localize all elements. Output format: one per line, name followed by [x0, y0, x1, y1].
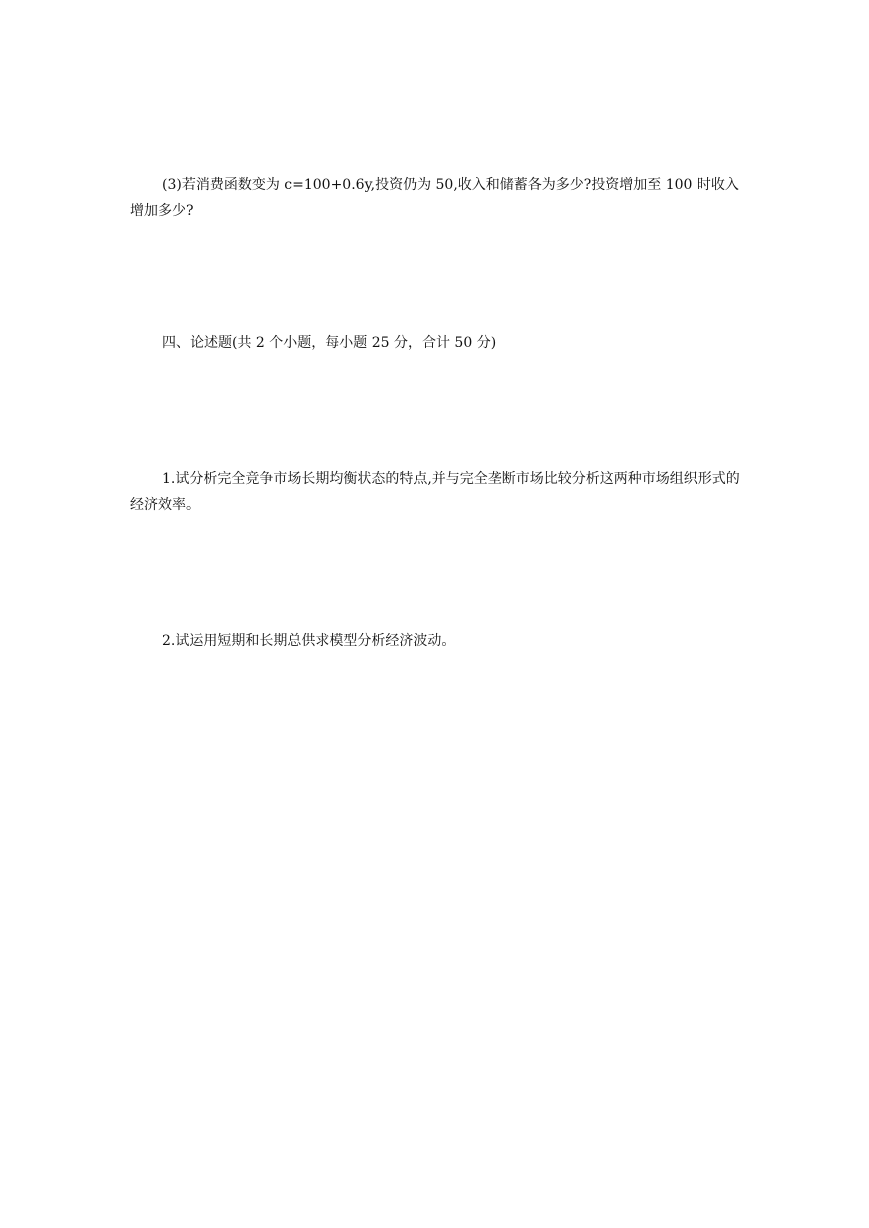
section-4-heading: 四、论述题(共 2 个小题，每小题 25 分，合计 50 分): [162, 335, 497, 351]
essay-question-2: 2.试运用短期和长期总供求模型分析经济波动。: [162, 633, 456, 649]
essay-question-1: 1.试分析完全竞争市场长期均衡状态的特点,并与完全垄断市场比较分析这两种市场组织形式的经济效率。: [130, 471, 740, 513]
question-3-text: (3)若消费函数变为 c=100+0.6y,投资仍为 50,收入和储蓄各为多少?投资增加至 100 时收入增加多少?: [130, 177, 739, 219]
